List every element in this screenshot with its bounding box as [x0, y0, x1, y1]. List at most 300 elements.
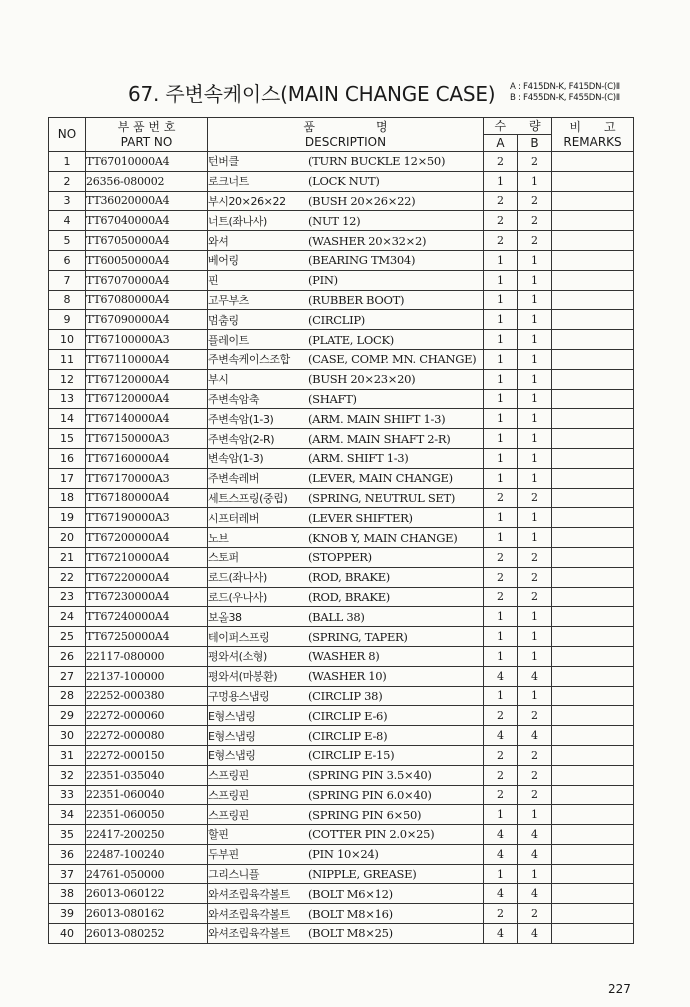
quantity-b: 2 — [518, 785, 552, 805]
quantity-a: 1 — [484, 528, 518, 548]
part-number: TT36020000A4 — [86, 191, 208, 211]
part-number: TT67010000A4 — [86, 152, 208, 172]
description-korean: E형스냅링 — [208, 749, 256, 763]
description — [208, 270, 484, 290]
table-row — [49, 211, 634, 231]
quantity-b: 2 — [518, 211, 552, 231]
table-row — [49, 429, 634, 449]
quantity-a: 1 — [484, 171, 518, 191]
col-header-remarks-kr: 비 고 — [569, 119, 616, 134]
col-header-remarks-en: REMARKS — [563, 134, 622, 149]
part-number: 22272-000150 — [86, 745, 208, 765]
remarks — [552, 785, 634, 805]
row-number: 12 — [49, 369, 86, 389]
table-row — [49, 250, 634, 270]
table-row — [49, 726, 634, 746]
remarks — [552, 686, 634, 706]
quantity-b: 1 — [518, 686, 552, 706]
part-number: 26013-080162 — [86, 904, 208, 924]
quantity-b: 4 — [518, 666, 552, 686]
title-korean: 주변속케이스 — [165, 82, 281, 106]
col-header-qty-b: B — [518, 135, 552, 152]
quantity-b: 2 — [518, 706, 552, 726]
row-number: 31 — [49, 745, 86, 765]
part-number: TT67080000A4 — [86, 290, 208, 310]
table-row — [49, 369, 634, 389]
title-block — [0, 72, 690, 112]
table-row — [49, 627, 634, 647]
description-korean: E형스냅링 — [208, 709, 256, 723]
remarks — [552, 528, 634, 548]
table-row — [49, 528, 634, 548]
table-row — [49, 567, 634, 587]
quantity-b: 1 — [518, 330, 552, 350]
table-row — [49, 864, 634, 884]
description-english: (BOLT M8×25) — [308, 926, 393, 941]
table-row — [49, 290, 634, 310]
row-number: 35 — [49, 825, 86, 845]
table-row — [49, 389, 634, 409]
col-header-description-en: DESCRIPTION — [304, 134, 387, 149]
description-korean: 할핀 — [208, 828, 229, 842]
description — [208, 191, 484, 211]
table-row — [49, 686, 634, 706]
row-number: 10 — [49, 330, 86, 350]
quantity-a: 1 — [484, 349, 518, 369]
quantity-a: 1 — [484, 686, 518, 706]
description — [208, 250, 484, 270]
part-number: 26356-080002 — [86, 171, 208, 191]
description-korean: 평와셔(소형) — [208, 650, 267, 664]
remarks — [552, 171, 634, 191]
description — [208, 567, 484, 587]
description-english: (NIPPLE, GREASE) — [308, 867, 417, 882]
description-korean: 스프링핀 — [208, 769, 249, 783]
quantity-a: 1 — [484, 409, 518, 429]
part-number: TT67170000A3 — [86, 468, 208, 488]
description-korean: 주변속케이스조합 — [208, 353, 290, 367]
description-korean: 주변속레버 — [208, 472, 260, 486]
description — [208, 528, 484, 548]
quantity-b: 1 — [518, 310, 552, 330]
description-english: (CIRCLIP E-6) — [308, 708, 388, 723]
remarks — [552, 389, 634, 409]
quantity-b: 1 — [518, 369, 552, 389]
remarks — [552, 330, 634, 350]
part-number: TT67180000A4 — [86, 488, 208, 508]
col-header-part-no-en: PART NO — [120, 134, 173, 149]
row-number: 23 — [49, 587, 86, 607]
quantity-a: 1 — [484, 369, 518, 389]
quantity-b: 4 — [518, 726, 552, 746]
part-number: 22487-100240 — [86, 844, 208, 864]
quantity-a: 1 — [484, 805, 518, 825]
table-row — [49, 785, 634, 805]
table-row — [49, 191, 634, 211]
quantity-b: 1 — [518, 646, 552, 666]
table-row — [49, 745, 634, 765]
description — [208, 290, 484, 310]
description — [208, 468, 484, 488]
part-number: TT67190000A3 — [86, 508, 208, 528]
quantity-a: 1 — [484, 607, 518, 627]
quantity-b: 1 — [518, 409, 552, 429]
row-number: 33 — [49, 785, 86, 805]
part-number: TT67150000A3 — [86, 429, 208, 449]
quantity-b: 2 — [518, 191, 552, 211]
row-number: 7 — [49, 270, 86, 290]
col-header-description-kr: 품 명 — [303, 119, 388, 134]
table-row — [49, 171, 634, 191]
part-number: TT67160000A4 — [86, 448, 208, 468]
part-number: TT67250000A4 — [86, 627, 208, 647]
description-english: (KNOB Y, MAIN CHANGE) — [308, 530, 458, 545]
quantity-a: 1 — [484, 310, 518, 330]
table-row — [49, 330, 634, 350]
description-english: (LEVER SHIFTER) — [308, 510, 413, 525]
description-korean: 변속암(1-3) — [208, 452, 264, 466]
description — [208, 726, 484, 746]
description-korean: 플레이트 — [208, 333, 249, 347]
description — [208, 864, 484, 884]
description-english: (WASHER 20×32×2) — [308, 233, 427, 248]
col-header-part-no — [86, 118, 208, 152]
row-number: 36 — [49, 844, 86, 864]
table-row — [49, 409, 634, 429]
remarks — [552, 646, 634, 666]
description — [208, 607, 484, 627]
description — [208, 884, 484, 904]
description — [208, 448, 484, 468]
remarks — [552, 805, 634, 825]
table-row — [49, 904, 634, 924]
quantity-b: 1 — [518, 270, 552, 290]
description-korean: 와셔조립육각볼트 — [208, 927, 290, 941]
description-english: (ROD, BRAKE) — [308, 570, 390, 585]
quantity-a: 2 — [484, 904, 518, 924]
description-korean: 부시20×26×22 — [208, 194, 286, 208]
remarks — [552, 191, 634, 211]
quantity-b: 1 — [518, 349, 552, 369]
part-number: 22272-000060 — [86, 706, 208, 726]
remarks — [552, 508, 634, 528]
part-number: TT67120000A4 — [86, 369, 208, 389]
col-header-quantity: 수 량 — [484, 118, 552, 135]
description-korean: 로크너트 — [208, 175, 249, 189]
remarks — [552, 211, 634, 231]
description — [208, 547, 484, 567]
table-row — [49, 706, 634, 726]
part-number: TT67090000A4 — [86, 310, 208, 330]
quantity-a: 1 — [484, 627, 518, 647]
table-row — [49, 844, 634, 864]
description — [208, 765, 484, 785]
description-korean: 와셔 — [208, 234, 229, 248]
remarks — [552, 270, 634, 290]
quantity-a: 1 — [484, 646, 518, 666]
remarks — [552, 488, 634, 508]
description-korean: 테이퍼스프링 — [208, 630, 270, 644]
description — [208, 152, 484, 172]
quantity-b: 1 — [518, 528, 552, 548]
description-english: (BOLT M8×16) — [308, 906, 393, 921]
remarks — [552, 765, 634, 785]
description-korean: 핀 — [208, 274, 219, 288]
page-title — [128, 78, 495, 107]
row-number: 37 — [49, 864, 86, 884]
parts-table-body — [49, 152, 634, 944]
table-row — [49, 646, 634, 666]
quantity-a: 4 — [484, 666, 518, 686]
remarks — [552, 607, 634, 627]
quantity-a: 2 — [484, 211, 518, 231]
description-korean: 스프링핀 — [208, 808, 249, 822]
row-number: 3 — [49, 191, 86, 211]
part-number: 22272-000080 — [86, 726, 208, 746]
table-row — [49, 349, 634, 369]
table-row — [49, 270, 634, 290]
part-number: 22252-000380 — [86, 686, 208, 706]
description — [208, 805, 484, 825]
description-english: (CIRCLIP E-8) — [308, 728, 388, 743]
remarks — [552, 310, 634, 330]
col-header-qty-a: A — [484, 135, 518, 152]
remarks — [552, 587, 634, 607]
quantity-a: 2 — [484, 765, 518, 785]
quantity-a: 1 — [484, 429, 518, 449]
remarks — [552, 448, 634, 468]
description — [208, 488, 484, 508]
description — [208, 409, 484, 429]
description-korean: 주변속암(2-R) — [208, 432, 275, 446]
quantity-b: 2 — [518, 745, 552, 765]
part-number: 22417-200250 — [86, 825, 208, 845]
col-header-no: NO — [49, 118, 86, 152]
description-korean: 주변속암축 — [208, 392, 260, 406]
part-number: 24761-050000 — [86, 864, 208, 884]
part-number: 22137-100000 — [86, 666, 208, 686]
quantity-a: 2 — [484, 231, 518, 251]
remarks — [552, 884, 634, 904]
description-english: (SPRING PIN 6×50) — [308, 807, 422, 822]
description — [208, 706, 484, 726]
quantity-a: 1 — [484, 330, 518, 350]
description-english: (BUSH 20×23×20) — [308, 372, 416, 387]
page-number: 227 — [608, 982, 631, 996]
description-korean: 로드(좌나사) — [208, 571, 267, 585]
description-english: (ARM. MAIN SHAFT 2-R) — [308, 431, 451, 446]
quantity-b: 1 — [518, 468, 552, 488]
description-korean: 멈춤링 — [208, 313, 239, 327]
row-number: 17 — [49, 468, 86, 488]
quantity-a: 1 — [484, 864, 518, 884]
quantity-b: 4 — [518, 924, 552, 944]
description-korean: 와셔조립육각볼트 — [208, 887, 290, 901]
description-english: (BUSH 20×26×22) — [308, 193, 416, 208]
description-korean: 평와셔(마봉환) — [208, 670, 278, 684]
description-english: (RUBBER BOOT) — [308, 292, 405, 307]
quantity-a: 2 — [484, 785, 518, 805]
remarks — [552, 369, 634, 389]
description-korean: 스프링핀 — [208, 788, 249, 802]
description-english: (ARM. MAIN SHIFT 1-3) — [308, 411, 446, 426]
quantity-b: 1 — [518, 429, 552, 449]
description — [208, 924, 484, 944]
row-number: 26 — [49, 646, 86, 666]
quantity-a: 1 — [484, 270, 518, 290]
description-english: (NUT 12) — [308, 213, 361, 228]
part-number: TT67040000A4 — [86, 211, 208, 231]
description-korean: 와셔조립육각볼트 — [208, 907, 290, 921]
description — [208, 231, 484, 251]
description-english: (BALL 38) — [308, 609, 365, 624]
description — [208, 369, 484, 389]
quantity-b: 1 — [518, 508, 552, 528]
remarks — [552, 745, 634, 765]
row-number: 4 — [49, 211, 86, 231]
description — [208, 844, 484, 864]
remarks — [552, 844, 634, 864]
description — [208, 745, 484, 765]
quantity-b: 2 — [518, 231, 552, 251]
quantity-a: 1 — [484, 468, 518, 488]
row-number: 9 — [49, 310, 86, 330]
quantity-a: 2 — [484, 706, 518, 726]
quantity-b: 2 — [518, 587, 552, 607]
remarks — [552, 429, 634, 449]
row-number: 16 — [49, 448, 86, 468]
description-korean: 베어링 — [208, 254, 239, 268]
quantity-b: 1 — [518, 627, 552, 647]
part-number: 26013-080252 — [86, 924, 208, 944]
description — [208, 785, 484, 805]
table-row — [49, 310, 634, 330]
description-english: (BOLT M6×12) — [308, 886, 393, 901]
remarks — [552, 864, 634, 884]
table-row — [49, 152, 634, 172]
part-number: 22351-035040 — [86, 765, 208, 785]
model-line-a: A : F415DN-K, F415DN-(C)Ⅱ — [510, 82, 620, 92]
description-english: (CASE, COMP. MN. CHANGE) — [308, 352, 477, 367]
part-number: 22351-060040 — [86, 785, 208, 805]
table-row — [49, 587, 634, 607]
remarks — [552, 409, 634, 429]
quantity-b: 4 — [518, 844, 552, 864]
description-english: (PIN) — [308, 273, 338, 288]
description-english: (CIRCLIP) — [308, 312, 365, 327]
part-number: TT60050000A4 — [86, 250, 208, 270]
description-english: (SPRING PIN 3.5×40) — [308, 768, 432, 783]
description — [208, 627, 484, 647]
table-row — [49, 805, 634, 825]
quantity-a: 2 — [484, 547, 518, 567]
row-number: 8 — [49, 290, 86, 310]
quantity-a: 1 — [484, 508, 518, 528]
description-korean: 고무부츠 — [208, 293, 249, 307]
row-number: 1 — [49, 152, 86, 172]
description-korean: 턴버클 — [208, 155, 239, 169]
description-korean: 노브 — [208, 531, 229, 545]
remarks — [552, 468, 634, 488]
row-number: 21 — [49, 547, 86, 567]
description-korean: E형스냅링 — [208, 729, 256, 743]
table-row — [49, 765, 634, 785]
description-english: (BEARING TM304) — [308, 253, 416, 268]
description — [208, 686, 484, 706]
part-number: TT67070000A4 — [86, 270, 208, 290]
table-row — [49, 825, 634, 845]
part-number: 22351-060050 — [86, 805, 208, 825]
quantity-a: 2 — [484, 745, 518, 765]
row-number: 20 — [49, 528, 86, 548]
quantity-b: 2 — [518, 904, 552, 924]
row-number: 34 — [49, 805, 86, 825]
row-number: 28 — [49, 686, 86, 706]
quantity-a: 1 — [484, 389, 518, 409]
description-korean: 두부핀 — [208, 848, 239, 862]
model-line-b: B : F455DN-K, F455DN-(C)Ⅱ — [510, 93, 620, 103]
row-number: 2 — [49, 171, 86, 191]
part-number: 22117-080000 — [86, 646, 208, 666]
description-english: (STOPPER) — [308, 550, 372, 565]
quantity-b: 2 — [518, 547, 552, 567]
quantity-b: 1 — [518, 864, 552, 884]
description-english: (PLATE, LOCK) — [308, 332, 394, 347]
quantity-b: 1 — [518, 448, 552, 468]
quantity-a: 2 — [484, 152, 518, 172]
description-english: (SPRING, TAPER) — [308, 629, 408, 644]
part-number: TT67120000A4 — [86, 389, 208, 409]
description — [208, 349, 484, 369]
row-number: 32 — [49, 765, 86, 785]
quantity-a: 1 — [484, 290, 518, 310]
description — [208, 330, 484, 350]
table-row — [49, 508, 634, 528]
quantity-b: 1 — [518, 250, 552, 270]
description-english: (TURN BUCKLE 12×50) — [308, 154, 446, 169]
part-number: 26013-060122 — [86, 884, 208, 904]
quantity-b: 1 — [518, 607, 552, 627]
remarks — [552, 231, 634, 251]
description-english: (SPRING, NEUTRUL SET) — [308, 490, 456, 505]
description-english: (SHAFT) — [308, 391, 357, 406]
title-english: (MAIN CHANGE CASE) — [280, 82, 496, 106]
description — [208, 508, 484, 528]
quantity-a: 4 — [484, 844, 518, 864]
description-english: (CIRCLIP 38) — [308, 688, 383, 703]
quantity-a: 1 — [484, 250, 518, 270]
row-number: 39 — [49, 904, 86, 924]
part-number: TT67050000A4 — [86, 231, 208, 251]
row-number: 30 — [49, 726, 86, 746]
quantity-b: 2 — [518, 152, 552, 172]
row-number: 22 — [49, 567, 86, 587]
description-english: (LOCK NUT) — [308, 174, 380, 189]
description — [208, 825, 484, 845]
part-number: TT67100000A3 — [86, 330, 208, 350]
row-number: 5 — [49, 231, 86, 251]
table-row — [49, 924, 634, 944]
remarks — [552, 706, 634, 726]
description-korean: 구멍용스냅링 — [208, 689, 270, 703]
table-row — [49, 547, 634, 567]
part-number: TT67140000A4 — [86, 409, 208, 429]
description-korean: 시프터레버 — [208, 511, 260, 525]
row-number: 15 — [49, 429, 86, 449]
table-row — [49, 468, 634, 488]
row-number: 27 — [49, 666, 86, 686]
part-number: TT67220000A4 — [86, 567, 208, 587]
